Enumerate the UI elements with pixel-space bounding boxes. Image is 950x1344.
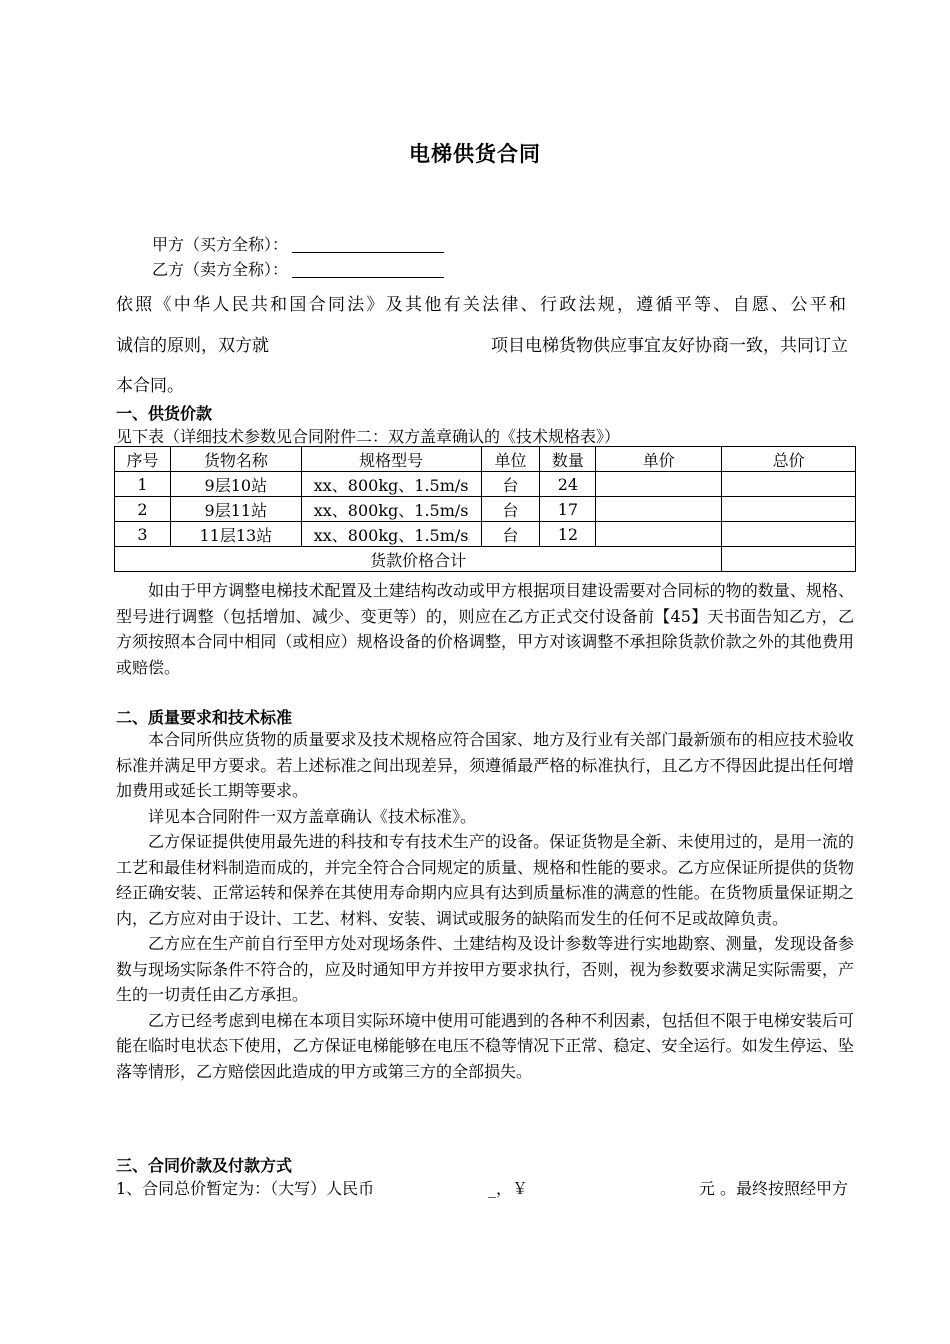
table-header-row	[115, 447, 856, 472]
intro-line-2b: 项目电梯货物供应事宜友好协商一致，共同订立	[491, 336, 848, 356]
cell-total[interactable]	[722, 522, 856, 547]
table-row	[115, 497, 856, 522]
intro-line-3: 本合同。	[116, 376, 184, 396]
header-total: 总价	[722, 447, 856, 472]
section-1-paragraph	[116, 578, 854, 680]
buyer-label: 甲方（买方全称）：	[152, 235, 289, 254]
cell-name: 9层11站	[170, 497, 301, 522]
intro-line-1: 依照《中华人民共和国合同法》及其他有关法律、行政法规，遵循平等、自愿、公平和	[116, 295, 846, 315]
sum-value[interactable]	[722, 547, 856, 572]
price-line-label: 1、合同总价暂定为：（大写）人民币	[116, 1179, 375, 1198]
quality-standard-clause: 本合同所供应货物的质量要求及技术规格应符合国家、地方及行业有关部门最新颁布的相应技术验收标准并满足甲方要求。若上述标准之间出现差异，须遵循最严格的标准执行，且乙方不得因此提出任何增加费用或延长工期等要求。	[116, 730, 854, 800]
section-1-note: 见下表（详细技术参数见合同附件二：双方盖章确认的《技术规格表》）	[116, 427, 621, 446]
sum-label: 货款价格合计	[115, 547, 722, 572]
seller-line	[152, 257, 444, 280]
cell-unit: 台	[481, 522, 540, 547]
cell-price[interactable]	[596, 472, 722, 497]
document-title: 电梯供货合同	[409, 142, 541, 166]
cell-qty: 12	[540, 522, 596, 547]
warranty-clause: 乙方保证提供使用最先进的科技和专有技术生产的设备。保证货物是全新、未使用过的，是用一流的工艺和最佳材料制造而成的，并完全符合合同规定的质量、规格和性能的要求。乙方应保证所提供的货物经正确安装、正常运转和保养在其使用寿命期内应具有达到质量标准的满意的性能。在货物质量保证期之内，乙方应对由于设计、工艺、材料、安装、调试或服务的缺陷而发生的任何不足或故障负责。	[116, 832, 854, 928]
tech-standard-reference: 详见本合同附件一双方盖章确认《技术标准》。	[148, 806, 477, 826]
cell-qty: 17	[540, 497, 596, 522]
header-unit: 单位	[481, 447, 540, 472]
header-qty: 数量	[540, 447, 596, 472]
section-3-heading: 三、合同价款及付款方式	[116, 1156, 293, 1175]
cell-spec: xx、800kg、1.5m/s	[301, 472, 481, 497]
cell-name: 11层13站	[170, 522, 301, 547]
cell-total[interactable]	[722, 472, 856, 497]
buyer-name-blank[interactable]	[292, 252, 444, 253]
section-2-body	[116, 727, 854, 1084]
cell-spec: xx、800kg、1.5m/s	[301, 522, 481, 547]
seller-label: 乙方（卖方全称）：	[152, 260, 289, 279]
price-line-currency: _，￥	[488, 1179, 529, 1198]
seller-name-blank[interactable]	[292, 277, 444, 278]
cell-no: 2	[115, 497, 171, 522]
cell-qty: 24	[540, 472, 596, 497]
cell-price[interactable]	[596, 497, 722, 522]
cell-unit: 台	[481, 497, 540, 522]
header-no: 序号	[115, 447, 171, 472]
goods-table	[114, 446, 856, 572]
adjustment-clause: 如由于甲方调整电梯技术配置及土建结构改动或甲方根据项目建设需要对合同标的物的数量、规格、型号进行调整（包括增加、减少、变更等）的，则应在乙方正式交付设备前【45】天书面告知乙方，乙方须按照本合同中相同（或相应）规格设备的价格调整，甲方对该调整不承担除货款价款之外的其他费用或赔偿。	[116, 581, 854, 677]
risk-clause: 乙方已经考虑到电梯在本项目实际环境中使用可能遇到的各种不利因素，包括但不限于电梯安装后可能在临时电状态下使用，乙方保证电梯能够在电压不稳等情况下正常、稳定、安全运行。如发生停运、坠落等情形，乙方赔偿因此造成的甲方或第三方的全部损失。	[116, 1010, 854, 1081]
cell-total[interactable]	[722, 497, 856, 522]
site-survey-clause: 乙方应在生产前自行至甲方处对现场条件、土建结构及设计参数等进行实地勘察、测量，发现设备参数与现场实际条件不符合的，应及时通知甲方并按甲方要求执行，否则，视为参数要求满足实际需要，产生的一切责任由乙方承担。	[116, 934, 854, 1004]
table-row	[115, 522, 856, 547]
cell-name: 9层10站	[170, 472, 301, 497]
cell-price[interactable]	[596, 522, 722, 547]
cell-no: 3	[115, 522, 171, 547]
section-1-heading: 一、供货价款	[116, 404, 213, 423]
header-price: 单价	[596, 447, 722, 472]
intro-line-2a: 诚信的原则，双方就	[116, 336, 269, 356]
table-row	[115, 472, 856, 497]
price-line-tail: 元 。最终按照经甲方	[698, 1179, 848, 1198]
header-name: 货物名称	[170, 447, 301, 472]
cell-unit: 台	[481, 472, 540, 497]
intro-line-2	[116, 331, 848, 356]
header-spec: 规格型号	[301, 447, 481, 472]
buyer-line	[152, 232, 444, 255]
table-sum-row	[115, 547, 856, 572]
cell-spec: xx、800kg、1.5m/s	[301, 497, 481, 522]
price-line	[116, 1176, 848, 1199]
section-2-heading: 二、质量要求和技术标准	[116, 708, 293, 727]
cell-no: 1	[115, 472, 171, 497]
